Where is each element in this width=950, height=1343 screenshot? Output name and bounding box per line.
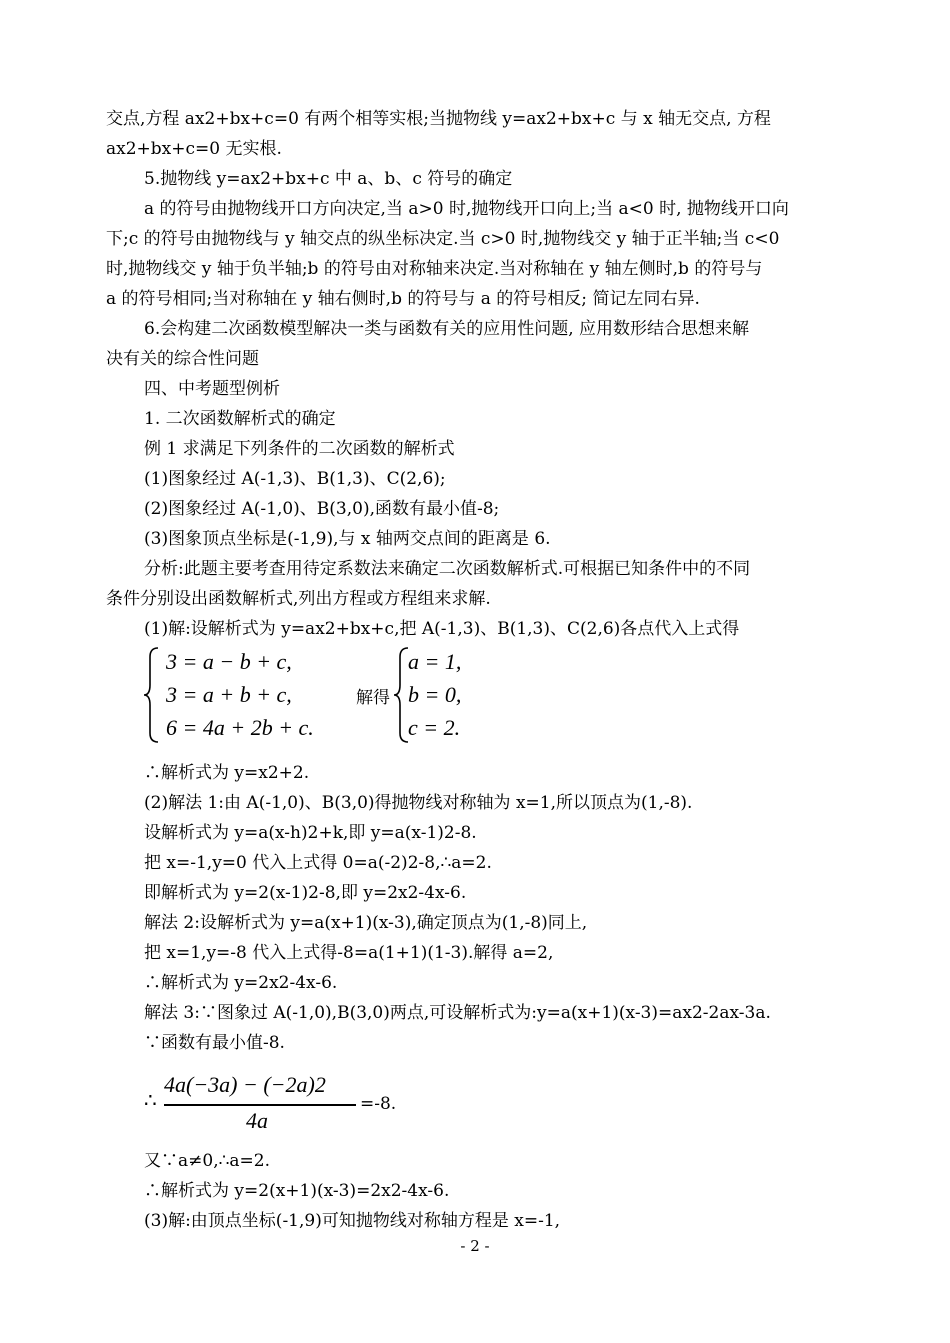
equation-row: 3 = a + b + c, [166, 682, 292, 707]
text-line: 条件分别设出函数解析式,列出方程或方程组来求解. [106, 589, 491, 609]
solved-label: 解得 [356, 688, 390, 708]
page-number: - 2 - [460, 1237, 490, 1255]
subsection-heading: 1. 二次函数解析式的确定 [144, 409, 336, 429]
text-line: a 的符号由抛物线开口方向决定,当 a>0 时,抛物线开口向上;当 a<0 时, 抛物线开口向 [144, 199, 789, 219]
text-line: ∴解析式为 y=2(x+1)(x-3)=2x2-4x-6. [144, 1181, 450, 1201]
text-line: 决有关的综合性问题 [106, 349, 259, 369]
text-line: 设解析式为 y=a(x-h)2+k,即 y=a(x-1)2-8. [144, 823, 477, 843]
solution-row: b = 0, [408, 682, 462, 707]
fraction-denominator: 4a [246, 1108, 268, 1133]
fraction-numerator: 4a(−3a) − (−2a)2 [164, 1072, 326, 1097]
solution-row: c = 2. [408, 715, 461, 740]
example-title: 例 1 求满足下列条件的二次函数的解析式 [144, 439, 455, 459]
text-line: 把 x=1,y=-8 代入上式得-8=a(1+1)(1-3).解得 a=2, [144, 943, 554, 963]
equation-row: 3 = a − b + c, [166, 649, 292, 674]
text-line: (3)解:由顶点坐标(-1,9)可知抛物线对称轴方程是 x=-1, [144, 1211, 561, 1231]
text-line: 下;c 的符号由抛物线与 y 轴交点的纵坐标决定.当 c>0 时,抛物线交 y 轴于正半轴;当 c<0 [106, 229, 780, 249]
text-line: 6.会构建二次函数模型解决一类与函数有关的应用性问题, 应用数形结合思想来解 [144, 319, 750, 339]
text-line: ∴解析式为 y=2x2-4x-6. [144, 973, 338, 993]
text-line: a 的符号相同;当对称轴在 y 轴右侧时,b 的符号与 a 的符号相反; 简记左同右异. [106, 289, 700, 309]
text-line: (3)图象顶点坐标是(-1,9),与 x 轴两交点间的距离是 6. [144, 529, 551, 549]
text-line: 时,抛物线交 y 轴于负半轴;b 的符号由对称轴来决定.当对称轴在 y 轴左侧时,b 的符号与 [106, 259, 763, 279]
text-line: 交点,方程 ax2+bx+c=0 有两个相等实根;当抛物线 y=ax2+bx+c 与 x 轴无交点, 方程 [106, 109, 771, 129]
text-line: 又∵a≠0,∴a=2. [144, 1151, 271, 1171]
text-line: (2)图象经过 A(-1,0)、B(3,0),函数有最小值-8; [144, 499, 500, 519]
fraction-suffix: =-8. [360, 1094, 397, 1114]
text-line: (2)解法 1:由 A(-1,0)、B(3,0)得抛物线对称轴为 x=1,所以顶点为(1,-8). [144, 793, 693, 813]
equation-row: 6 = 4a + 2b + c. [166, 715, 314, 740]
solution-row: a = 1, [408, 649, 462, 674]
fraction-expression [144, 1072, 404, 1134]
text-line: 解法 2:设解析式为 y=a(x+1)(x-3),确定顶点为(1,-8)同上, [144, 913, 588, 933]
text-line: ax2+bx+c=0 无实根. [106, 139, 282, 159]
text-line: 把 x=-1,y=0 代入上式得 0=a(-2)2-8,∴a=2. [144, 853, 492, 873]
fraction-bar [164, 1104, 356, 1106]
text-line: (1)解:设解析式为 y=ax2+bx+c,把 A(-1,3)、B(1,3)、C(2,6)各点代入上式得 [144, 619, 740, 639]
text-line: ∵函数有最小值-8. [144, 1033, 285, 1053]
section-heading: 四、中考题型例析 [144, 379, 280, 399]
left-brace [142, 645, 160, 745]
text-line: (1)图象经过 A(-1,3)、B(1,3)、C(2,6); [144, 469, 446, 489]
text-line: ∴解析式为 y=x2+2. [144, 763, 310, 783]
text-line: 分析:此题主要考查用待定系数法来确定二次函数解析式.可根据已知条件中的不同 [144, 559, 751, 579]
equation-system [142, 645, 482, 745]
text-line: 5.抛物线 y=ax2+bx+c 中 a、b、c 符号的确定 [144, 169, 513, 189]
text-line: 即解析式为 y=2(x-1)2-8,即 y=2x2-4x-6. [144, 883, 467, 903]
therefore-symbol: ∴ [144, 1088, 157, 1112]
text-line: 解法 3:∵图象过 A(-1,0),B(3,0)两点,可设解析式为:y=a(x+1)(x-3)=ax2-2ax-3a. [144, 1003, 771, 1023]
